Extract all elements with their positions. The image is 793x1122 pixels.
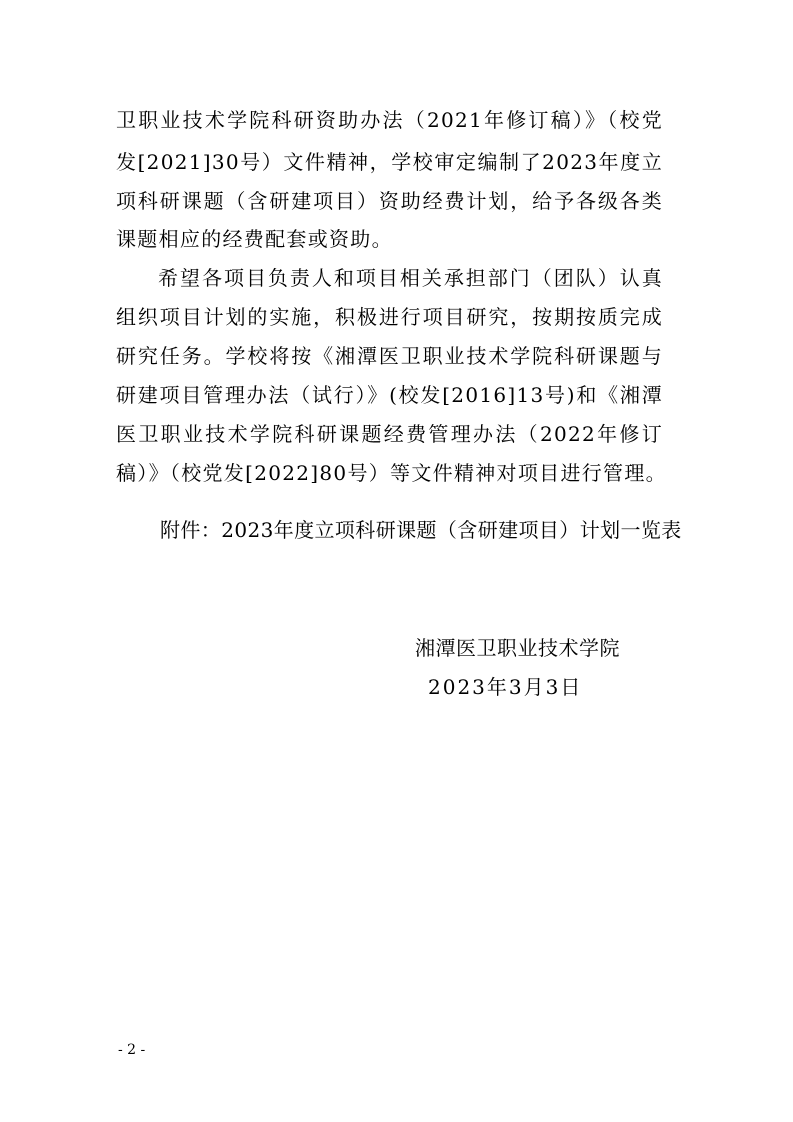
paragraph-line: 希望各项目负责人和项目相关承担部门（团队）认真 [158, 266, 663, 290]
attachment-note: 附件：2023年度立项科研课题（含研建项目）计划一览表 [160, 518, 682, 542]
paragraph-line: 组织项目计划的实施，积极进行项目研究，按期按质完成 [116, 305, 663, 329]
signature-organization: 湘潭医卫职业技术学院 [415, 636, 620, 660]
paragraph-line: 项科研课题（含研建项目）资助经费计划，给予各级各类 [116, 189, 663, 213]
signature-date: 2023年3月3日 [428, 675, 583, 699]
paragraph-line: 课题相应的经费配套或资助。 [116, 227, 393, 251]
paragraph-line: 医卫职业技术学院科研课题经费管理办法（2022年修订 [116, 422, 663, 446]
page-number: - 2 - [118, 1042, 146, 1058]
paragraph-line: 发[2021]30号）文件精神，学校审定编制了2023年度立 [116, 150, 663, 174]
paragraph-line: 研究任务。学校将按《湘潭医卫职业技术学院科研课题与 [116, 344, 663, 368]
paragraph-line: 研建项目管理办法（试行）》(校发[2016]13号)和《湘潭 [116, 383, 663, 407]
paragraph-line: 卫职业技术学院科研资助办法（2021年修订稿）》（校党 [116, 108, 663, 132]
paragraph-line: 稿）》（校党发[2022]80号）等文件精神对项目进行管理。 [116, 461, 667, 485]
